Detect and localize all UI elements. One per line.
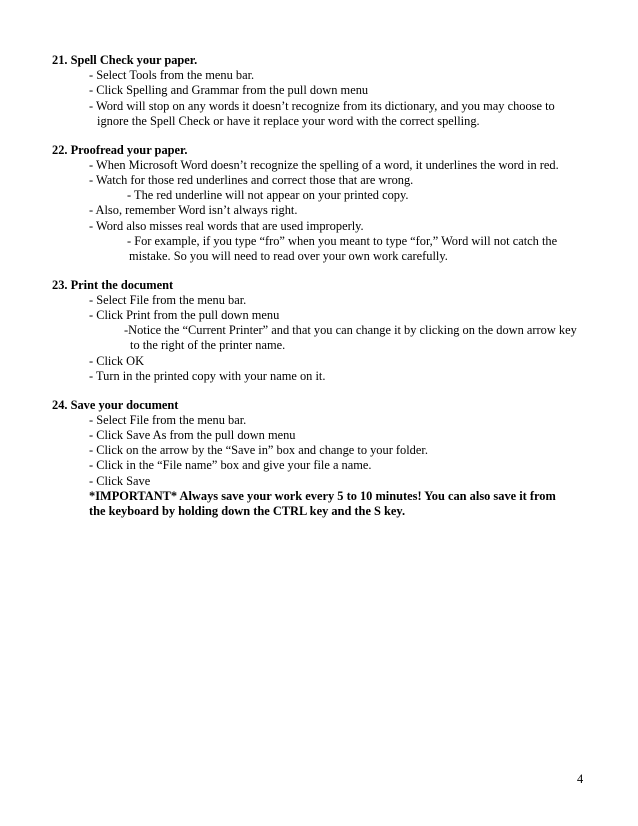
section-save xyxy=(52,398,612,520)
instruction-line: - Select File from the menu bar. xyxy=(89,292,247,307)
page-number: 4 xyxy=(577,772,584,786)
section-heading: 22. Proofread your paper. xyxy=(52,142,188,157)
instruction-line: - Also, remember Word isn’t always right. xyxy=(89,203,298,218)
instruction-line: - Watch for those red underlines and correct those that are wrong. xyxy=(89,172,414,187)
instruction-line: - Turn in the printed copy with your name on it. xyxy=(89,368,326,383)
instruction-subline: -Notice the “Current Printer” and that you can change it by clicking on the down arrow key xyxy=(124,323,577,338)
instruction-subline-continued: mistake. So you will need to read over your own work carefully. xyxy=(129,248,448,263)
section-proofread xyxy=(52,143,612,265)
instruction-line: - Click Save xyxy=(89,473,151,488)
section-heading: 23. Print the document xyxy=(52,277,174,292)
instruction-line: - Click Print from the pull down menu xyxy=(89,308,280,323)
instruction-subline: - The red underline will not appear on your printed copy. xyxy=(127,188,409,203)
section-heading: 24. Save your document xyxy=(52,397,179,412)
instruction-line: - Click Save As from the pull down menu xyxy=(89,427,296,442)
instruction-subline-continued: to the right of the printer name. xyxy=(130,338,286,353)
instruction-line: - Word will stop on any words it doesn’t recognize from its dictionary, and you may choose to xyxy=(89,98,555,113)
important-note-continued: the keyboard by holding down the CTRL key and the S key. xyxy=(89,503,406,518)
instruction-line: - Click in the “File name” box and give your file a name. xyxy=(89,458,372,473)
section-print xyxy=(52,278,612,384)
instruction-line: - Select File from the menu bar. xyxy=(89,412,247,427)
instruction-line: - Click Spelling and Grammar from the pull down menu xyxy=(89,83,369,98)
instruction-line: - Word also misses real words that are used improperly. xyxy=(89,218,364,233)
instruction-subline: - For example, if you type “fro” when you meant to type “for,” Word will not catch the xyxy=(127,233,558,248)
instruction-line: - Click OK xyxy=(89,353,145,368)
instruction-line: - When Microsoft Word doesn’t recognize the spelling of a word, it underlines the word in red. xyxy=(89,157,559,172)
document-body xyxy=(52,53,612,533)
instruction-line-continued: ignore the Spell Check or have it replace your word with the correct spelling. xyxy=(97,113,480,128)
section-spell-check xyxy=(52,53,612,129)
instruction-line: - Click on the arrow by the “Save in” box and change to your folder. xyxy=(89,443,428,458)
instruction-line: - Select Tools from the menu bar. xyxy=(89,68,255,83)
important-note: *IMPORTANT* Always save your work every 5 to 10 minutes! You can also save it from xyxy=(89,488,556,503)
section-heading: 21. Spell Check your paper. xyxy=(52,53,198,67)
